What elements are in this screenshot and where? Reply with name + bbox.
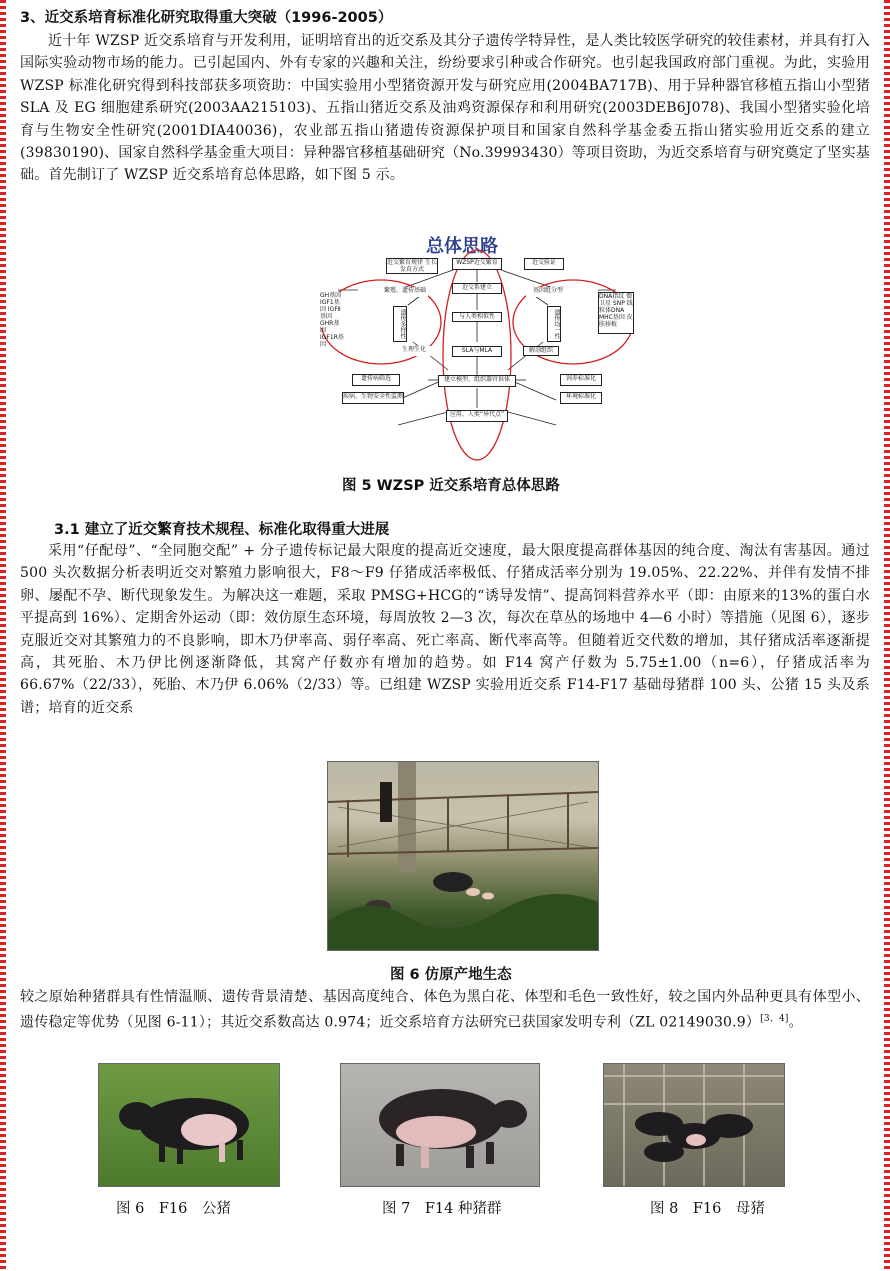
box-reproduction-genetics: 繁殖、遗传基础 <box>382 287 428 297</box>
paragraph-after-figure-6 <box>20 986 870 1034</box>
figure-5-caption: 图 5 WZSP 近交系培育总体思路 <box>342 478 560 494</box>
figure-6-caption: 图 6 仿原产地生态 <box>390 967 512 983</box>
sow-pen-illustration <box>604 1064 784 1186</box>
citation-superscript: [3、4] <box>760 1014 789 1025</box>
box-breeding-rules: 近交繁育规律 生长发育方式 <box>387 259 437 273</box>
paragraph-after-text: 较之原始种猪群具有性情温顺、遗传背景清楚、基因高度纯合、体色为黑白花、体型和毛色一致性好，较之国内外品种更具有体型小、遗传稳定等优势（见图 6-11）；其近交系数高达 0.974；近交系培育方法研究已获国家发明专利（ZL 02149030.9） <box>20 989 870 1032</box>
box-sla-mla: SLA与MLA <box>452 346 502 357</box>
diagram-title: 总体思路 <box>426 236 498 257</box>
section-3-1-paragraph: 采用“仔配母”、“全同胞交配” + 分子遗传标记最大限度的提高近交速度，最大限度提高群体基因的纯合度、淘汰有害基因。通过 500 头次数据分析表明近交对繁殖力影响很大，F8～F9 仔猪成活率极低、仔猪成活率分别为 19.05%、22.22%、并伴有发情不排卵、屡配不孕、断代现象发生。为解决这一难题，采取 PMSG+HCG的“诱导发情”、提高饲料营养水平（即：由原来的13%的蛋白水平提高到 16%）、定期舍外运动（即：效仿原生态环境，每周放牧 2—3 次，每次在草丛的场地中 4—6 小时）等措施（见图 6），逐步克服近交对其繁殖力的不良影响，即木乃伊率高、弱仔率高、死亡率高、断代率高等。但随着近交代数的增加，其仔猪成活率逐渐提高，其死胎、木乃伊比例逐渐降低，其窝产仔数亦有增加的趋势。如 F14 窝产仔数为 5.75±1.00（n=6），仔猪成活率为 66.67%（22/33），死胎、木乃伊 6.06%（2/33）等。已组建 WZSP 实验用近交系 F14-F17 基础母猪群 100 头、公猪 15 头及系谱；培育的近交系 <box>20 543 870 716</box>
right-page-border <box>884 0 890 1271</box>
box-marker-list-right: DNA指纹 微卫星 SNP 线粒体DNA MHC基因 皮肤移植 <box>598 292 634 334</box>
figure-6-photo <box>327 761 599 951</box>
box-wzsp-breeding: WZSP近交繁育 <box>452 258 502 270</box>
box-human-similarity: 与人类相似性 <box>452 312 502 322</box>
left-page-border <box>0 0 6 1271</box>
box-model-organ-donor: 建立模型、组织器官供体 <box>438 375 516 387</box>
box-gene-list-left: GH基因 IGF1基因 IGFⅡ基因 GHR基因 IGF1R基因 <box>320 292 344 348</box>
pasture-scene-illustration <box>328 762 598 950</box>
box-genetic-disease-screen: 遗传病筛选 <box>352 374 400 386</box>
box-feeding-standard: 饲养标准化 <box>560 374 602 386</box>
section-3-1-heading: 3.1 建立了近交繁育技术规程、标准化取得重大进展 <box>54 522 390 538</box>
box-inbreeding-verify: 近交验证 <box>524 258 564 270</box>
section-3-heading: 3、近交系培育标准化研究取得重大突破（1996-2005） <box>20 10 393 26</box>
box-disease-monitoring: 疾病、生物安全性监测 <box>342 392 404 404</box>
box-genome-typing: 基因组分型 <box>526 287 570 297</box>
box-genetic-uniformity: 遗传均一性 <box>547 306 561 342</box>
figure-8-sow-photo <box>603 1063 785 1187</box>
box-environment-standard: 环境标准化 <box>560 392 602 404</box>
figure-6-boar-photo <box>98 1063 280 1187</box>
figure-7-breeding-group-photo <box>340 1063 540 1187</box>
section-3-paragraph: 近十年 WZSP 近交系培育与开发利用，证明培育出的近交系及其分子遗传学特异性，是人类比较医学研究的较佳素材，并具有打入国际实验动物市场的能力。已引起国内、外有专家的兴趣和关注，纷纷要求引种或合作研究。也引起我国政府部门重视。为此，实验用 WZSP 标准化研究得到科技部获多项资助：中国实验用小型猪资源开发与研究应用(2004BA717B)、用于异种器官移植五指山小型猪 SLA 及 EG 细胞建系研究(2003AA215103)、五指山猪近交系及油鸡资源保存和利用研究(2003DEB6J078)、我国小型猪实验化培育与生物安全性研究(2001DIA40036)，农业部五指山猪遗传资源保护项目和国家自然科学基金委五指山猪实验用近交系的建立(39830190)、国家自然科学基金重大项目：异种器官移植基础研究（No.39993430）等项目资助，为近交系培育与研究奠定了坚实基础。首先制订了 WZSP 近交系培育总体思路，如下图 5 示。 <box>20 33 870 184</box>
figure-5-flow-diagram <box>298 230 656 460</box>
box-anatomy: 解剖组织 <box>523 346 559 356</box>
figure-7-caption: 图 7 F14 种猪群 <box>382 1201 502 1217</box>
paragraph-after-end: 。 <box>788 1015 803 1032</box>
figure-8-caption: 图 8 F16 母猪 <box>650 1201 765 1217</box>
box-physiology: 生理生化 <box>396 346 432 356</box>
figure-6-boar-caption: 图 6 F16 公猪 <box>116 1201 231 1217</box>
box-genetic-diversity: 遗传多样性 <box>393 306 407 342</box>
box-inbred-line-establish: 近交系建立 <box>452 283 502 294</box>
breeding-pig-illustration <box>341 1064 539 1186</box>
boar-illustration <box>99 1064 279 1186</box>
box-application: 应用、人类“异代点” <box>446 410 508 422</box>
